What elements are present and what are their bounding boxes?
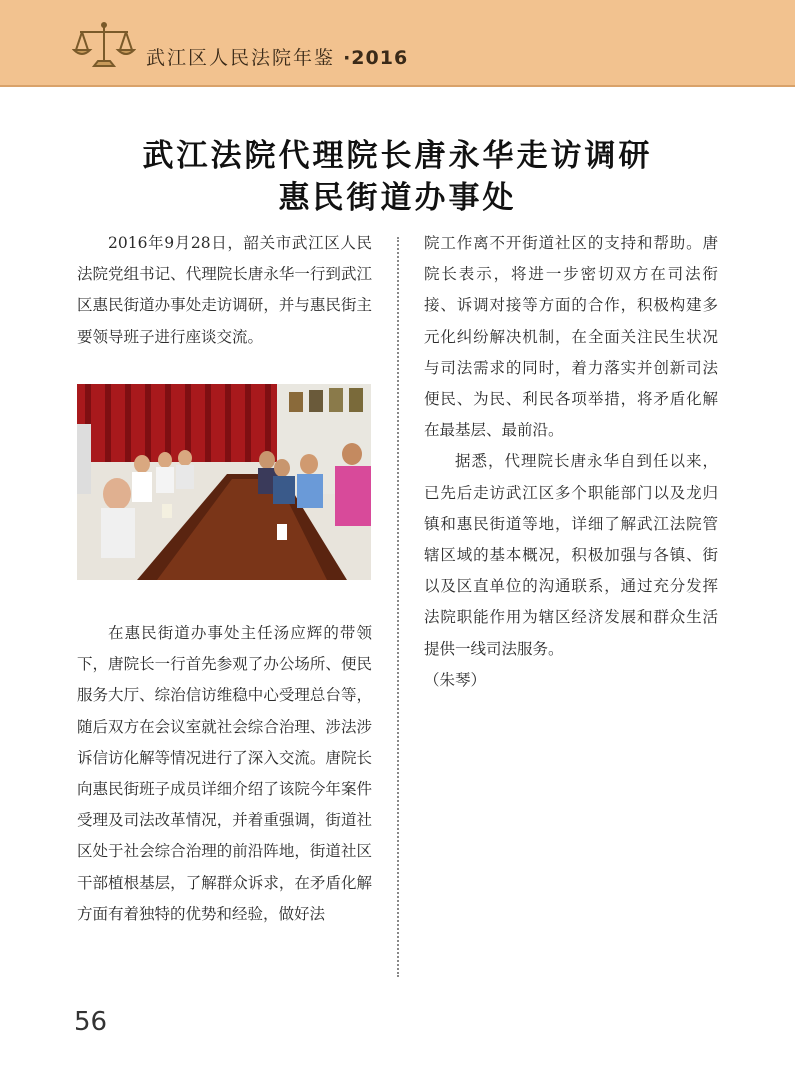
article-title-line1: 武江法院代理院长唐永华走访调研 xyxy=(142,138,653,174)
left-column-bottom xyxy=(77,618,372,930)
yearbook-title: 武江区人民法院年鉴 xyxy=(146,47,336,69)
header-rule xyxy=(0,85,795,87)
paragraph-2-continued: 院工作离不开街道社区的支持和帮助。唐院长表示，将进一步密切双方在司法衔接、诉调对接等方面的合作，积极构建多元化纠纷解决机制，在全面关注民生状况与司法需求的同时，着力落实并创新司法便民、为民、利民各项举措，将矛盾化解在最基层、最前沿。 xyxy=(424,234,718,440)
left-column-top xyxy=(77,228,372,353)
yearbook-year: ·2016 xyxy=(343,47,409,69)
scales-of-justice-icon xyxy=(72,20,136,72)
column-divider xyxy=(397,237,399,977)
paragraph-3: 据悉，代理院长唐永华自到任以来，已先后走访武江区多个职能部门以及龙归镇和惠民街道等地，详细了解武江法院管辖区域的基本概况，积极加强与各镇、街以及区直单位的沟通联系，通过充分发挥法院职能作用为辖区经济发展和群众生活提供一线司法服务。 xyxy=(424,452,718,658)
author-byline: （朱琴） xyxy=(424,670,487,689)
meeting-photo xyxy=(77,384,371,580)
paragraph-2: 在惠民街道办事处主任汤应辉的带领下，唐院长一行首先参观了办公场所、便民服务大厅、综治信访维稳中心受理总台等，随后双方在会议室就社会综合治理、涉法涉诉信访化解等情况进行了深入交流。唐院长向惠民街班子成员详细介绍了该院今年案件受理及司法改革情况，并着重强调，街道社区处于社会综合治理的前沿阵地，街道社区干部植根基层，了解群众诉求，在矛盾化解方面有着独特的优势和经验，做好法 xyxy=(77,624,372,923)
article-title-line2: 惠民街道办事处 xyxy=(278,180,517,216)
right-column xyxy=(424,228,718,696)
header-title xyxy=(146,43,408,70)
paragraph-1: 2016年9月28日，韶关市武江区人民法院党组书记、代理院长唐永华一行到武江区惠民街道办事处走访调研，并与惠民街主要领导班子进行座谈交流。 xyxy=(77,234,372,346)
page-number: 56 xyxy=(74,1007,108,1037)
